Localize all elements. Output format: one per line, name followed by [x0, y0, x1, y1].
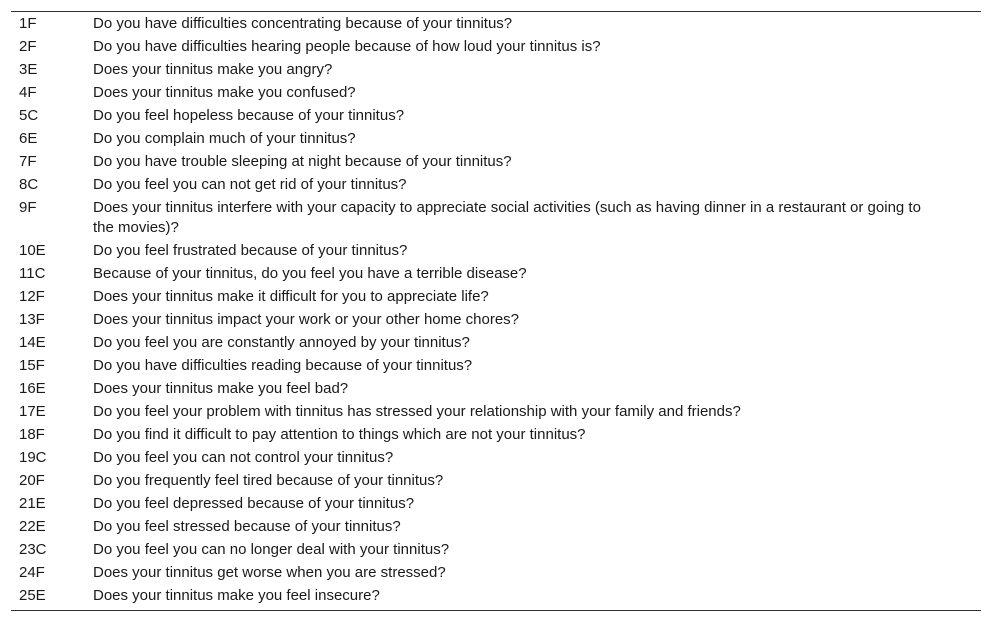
item-code-cell: 16E: [19, 380, 46, 397]
item-code-cell: 19C: [19, 449, 47, 466]
table-row: [11, 516, 981, 539]
questionnaire-table-body: [11, 12, 981, 610]
item-code-cell: 21E: [19, 495, 46, 512]
item-question-cell: Does your tinnitus get worse when you are stressed?: [93, 564, 446, 581]
item-code-cell: 15F: [19, 357, 45, 374]
table-row: [11, 128, 981, 151]
table-row: [11, 82, 981, 105]
item-code-cell: 25E: [19, 587, 46, 604]
item-question-cell: Does your tinnitus make you confused?: [93, 84, 356, 101]
table-row: [11, 36, 981, 59]
table-row: [11, 562, 981, 585]
table-row: [11, 240, 981, 263]
item-code-cell: 5C: [19, 107, 39, 124]
item-question-cell: Do you feel you are constantly annoyed by your tinnitus?: [93, 334, 470, 351]
item-code-cell: 17E: [19, 403, 46, 420]
table-row: [11, 447, 981, 470]
item-question-cell: Do you feel your problem with tinnitus has stressed your relationship with your family and friends?: [93, 403, 741, 420]
item-code-cell: 4F: [19, 84, 37, 101]
table-row: [11, 12, 981, 36]
item-code-cell: 1F: [19, 15, 37, 32]
item-code-cell: 10E: [19, 242, 46, 259]
item-code-cell: 6E: [19, 130, 38, 147]
questionnaire-table-container: [11, 11, 981, 611]
item-question-cell: Does your tinnitus interfere with your capacity to appreciate social activities (such as having dinner in a restaurant or going to the movies)?: [93, 199, 921, 236]
table-row: [11, 151, 981, 174]
item-code-cell: 9F: [19, 199, 37, 216]
table-row: [11, 355, 981, 378]
item-code-cell: 23C: [19, 541, 47, 558]
table-row: [11, 470, 981, 493]
item-question-cell: Do you find it difficult to pay attention to things which are not your tinnitus?: [93, 426, 586, 443]
questionnaire-table: [11, 12, 981, 610]
item-question-cell: Do you frequently feel tired because of your tinnitus?: [93, 472, 444, 489]
table-row: [11, 263, 981, 286]
item-code-cell: 3E: [19, 61, 38, 78]
table-row: [11, 401, 981, 424]
table-row: [11, 585, 981, 610]
item-question-cell: Do you have difficulties reading because of your tinnitus?: [93, 357, 473, 374]
item-code-cell: 8C: [19, 176, 39, 193]
item-question-cell: Do you feel depressed because of your tinnitus?: [93, 495, 415, 512]
table-row: [11, 197, 981, 240]
table-row: [11, 332, 981, 355]
item-question-cell: Do you have difficulties hearing people because of how loud your tinnitus is?: [93, 38, 601, 55]
item-code-cell: 22E: [19, 518, 46, 535]
item-question-cell: Does your tinnitus make it difficult for you to appreciate life?: [93, 288, 489, 305]
table-row: [11, 493, 981, 516]
item-question-cell: Do you have trouble sleeping at night because of your tinnitus?: [93, 153, 512, 170]
table-row: [11, 539, 981, 562]
table-row: [11, 378, 981, 401]
table-row: [11, 59, 981, 82]
item-question-cell: Does your tinnitus make you angry?: [93, 61, 333, 78]
item-question-cell: Do you complain much of your tinnitus?: [93, 130, 356, 147]
item-code-cell: 11C: [19, 265, 46, 282]
table-row: [11, 286, 981, 309]
item-code-cell: 13F: [19, 311, 45, 328]
table-row: [11, 174, 981, 197]
item-code-cell: 12F: [19, 288, 45, 305]
item-code-cell: 14E: [19, 334, 46, 351]
item-question-cell: Do you feel you can no longer deal with your tinnitus?: [93, 541, 450, 558]
table-row: [11, 424, 981, 447]
item-code-cell: 7F: [19, 153, 37, 170]
item-code-cell: 20F: [19, 472, 45, 489]
table-row: [11, 309, 981, 332]
item-question-cell: Do you feel hopeless because of your tinnitus?: [93, 107, 405, 124]
table-row: [11, 105, 981, 128]
item-code-cell: 18F: [19, 426, 45, 443]
item-question-cell: Because of your tinnitus, do you feel you have a terrible disease?: [93, 265, 527, 282]
item-question-cell: Does your tinnitus make you feel insecure?: [93, 587, 380, 604]
item-question-cell: Do you feel you can not control your tinnitus?: [93, 449, 394, 466]
item-code-cell: 2F: [19, 38, 37, 55]
item-code-cell: 24F: [19, 564, 45, 581]
item-question-cell: Do you have difficulties concentrating because of your tinnitus?: [93, 15, 513, 32]
item-question-cell: Do you feel stressed because of your tinnitus?: [93, 518, 401, 535]
item-question-cell: Do you feel frustrated because of your tinnitus?: [93, 242, 408, 259]
item-question-cell: Does your tinnitus impact your work or your other home chores?: [93, 311, 520, 328]
item-question-cell: Does your tinnitus make you feel bad?: [93, 380, 349, 397]
item-question-cell: Do you feel you can not get rid of your tinnitus?: [93, 176, 407, 193]
